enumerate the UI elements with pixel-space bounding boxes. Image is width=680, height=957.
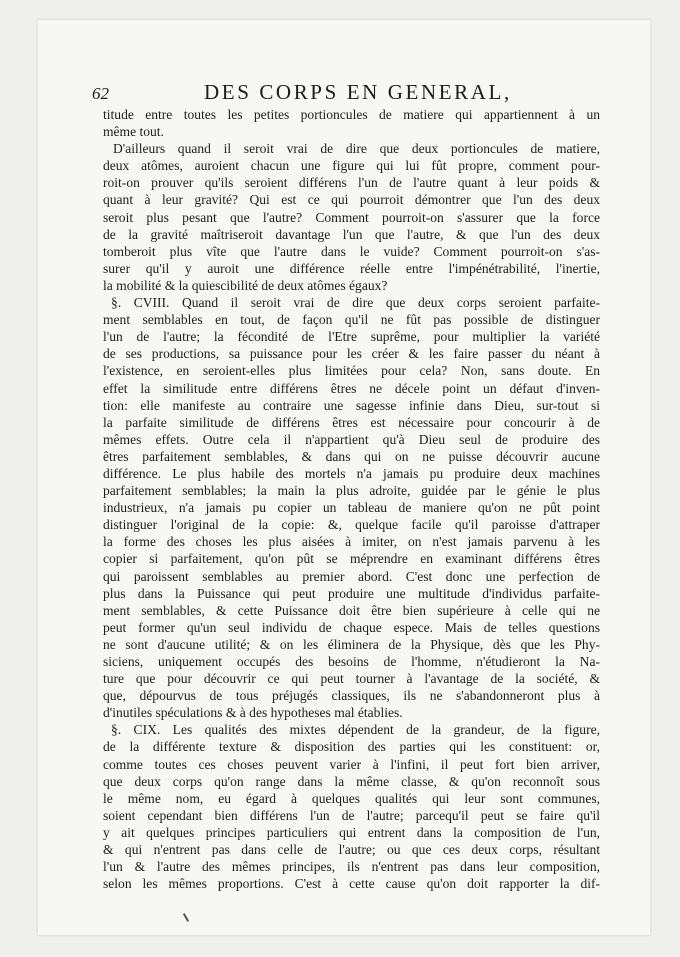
text-line: même tout.: [103, 124, 164, 140]
text-line: deux atômes, auroient chacun une figure qui lui fût propre, comment pour-: [103, 158, 600, 174]
text-line: soient cependant bien différens l'un de l'autre; parcequ'il peut se faire qu'il: [103, 807, 600, 823]
text-line: mêmes effets. Outre cela il n'appartient qu'à Dieu seul de produire des: [103, 431, 600, 447]
text-line: de la gravité maîtriseroit davantage l'un que l'autre, & que l'un des deux: [103, 226, 600, 242]
body-text: [103, 106, 600, 892]
text-line: la forme des choses les plus aisées à imiter, on n'est jamais parvenu à les: [103, 534, 600, 550]
text-line: comme toutes ces choses peuvent varier à l'infini, il peut fort bien arriver,: [103, 756, 600, 772]
text-line: êtres parfaitement semblables, & dans qui on ne puisse découvrir aucune: [103, 448, 600, 464]
text-line: ture que pour découvrir ce qui peut tourner à l'avantage de la société, &: [103, 671, 600, 687]
text-line: ment semblables, & cette Puissance doit être bien supérieure à celle qui ne: [103, 602, 600, 618]
text-line: ment semblables en tout, de façon qu'il ne fût pas possible de distinguer: [103, 312, 600, 328]
text-line: §. CIX. Les qualités des mixtes dépendent de la grandeur, de la figure,: [111, 722, 600, 738]
text-line: plus dans la Puissance qui peut produire une multitude d'individus parfaite-: [103, 585, 600, 601]
text-line: différence. Le plus habile des mortels n'a jamais pu produire deux machines: [103, 465, 600, 481]
text-line: la mobilité & la quiescibilité de deux atômes égaux?: [103, 277, 388, 293]
text-line: industrieux, n'a jamais pu copier un tableau de maniere qu'on ne pût point: [103, 500, 600, 516]
page-number: 62: [92, 84, 109, 103]
text-line: l'un de l'autre; la fécondité de l'Etre suprême, pour multiplier la variété: [103, 329, 600, 345]
text-line: siciens, uniquement occupés des besoins de l'homme, n'étudieront la Na-: [103, 654, 600, 669]
text-line: tomberoit plus vîte que l'autre dans le vuide? Comment pourroit-on s'as-: [103, 243, 600, 259]
page-header: [92, 80, 642, 108]
text-line: surer qu'il y auroit une différence réelle entre l'impénétrabilité, l'inertie,: [103, 260, 600, 276]
text-line: que, dépourvus de tous préjugés classiques, ils ne s'abandonneront plus à: [103, 688, 600, 704]
text-line: d'inutiles spéculations & à des hypotheses mal établies.: [103, 705, 403, 721]
text-line: copier si parfaitement, qu'on pût se méprendre en examinant différens êtres: [103, 551, 600, 567]
text-line: l'existence, en seroient-elles plus limitées pour cela? Non, sans doute. En: [103, 363, 600, 379]
text-line: §. CVIII. Quand il seroit vrai de dire que deux corps seroient parfaite-: [111, 295, 600, 311]
text-line: effet la similitude entre différens êtres ne décele point un défaut d'inven-: [103, 380, 600, 396]
text-line: peut former qu'un seul individu de chaque espece. Mais de telles questions: [103, 619, 600, 635]
text-line: parfaitement semblables; la main la plus adroite, guidée par le génie le plus: [103, 483, 600, 499]
text-line: y ait quelques principes particuliers qui entrent dans la composition de l'un,: [103, 824, 600, 840]
text-line: de ses productions, sa puissance pour les créer & les faire passer du néant à: [103, 346, 600, 362]
text-line: selon les mêmes proportions. C'est à cette cause qu'on doit rapporter la dif-: [103, 876, 600, 892]
text-line: tion: elle manifeste au contraire une sagesse infinie dans Dieu, sur-tout si: [103, 397, 600, 413]
ink-mark: [183, 913, 189, 922]
text-line: & qui n'entrent pas dans celle de l'autre; ou que ces deux corps, résultant: [103, 842, 600, 858]
text-line: roit-on prouver qu'ils seroient différens l'un de l'autre quant à leur poids &: [103, 175, 600, 191]
text-line: D'ailleurs quand il seroit vrai de dire que deux portioncules de matiere,: [113, 141, 600, 157]
text-line: la parfaite similitude de différens êtres est nécessaire pour concourir à de: [103, 414, 600, 430]
text-line: quant à leur gravité? Qui est ce qui pourroit démontrer que l'un des deux: [103, 192, 600, 208]
text-line: de la différente texture & disposition des parties qui les constituent: or,: [103, 739, 600, 755]
text-line: ne sont d'aucune utilité; & on les éliminera de la Physique, dès que les Phy-: [103, 636, 600, 652]
text-line: titude entre toutes les petites portioncules de matiere qui appartiennent à un: [103, 107, 600, 122]
text-line: l'un & l'autre des mêmes principes, ils n'entrent pas dans leur composition,: [103, 859, 600, 875]
text-line: qui paroissent semblables au premier abord. C'est donc une perfection de: [103, 568, 600, 584]
text-line: le même nom, eu égard à quelques qualités qui leur sont communes,: [103, 790, 600, 806]
running-title: DES CORPS EN GENERAL,: [204, 80, 512, 104]
text-line: seroit plus pesant que l'autre? Comment pourroit-on s'assurer que la force: [103, 209, 600, 225]
text-line: distinguer l'original de la copie: &, quelque facile qu'il paroisse d'attraper: [103, 517, 600, 533]
text-line: que deux corps qu'on range dans la même classe, & qu'on reconnoît sous: [103, 773, 600, 789]
